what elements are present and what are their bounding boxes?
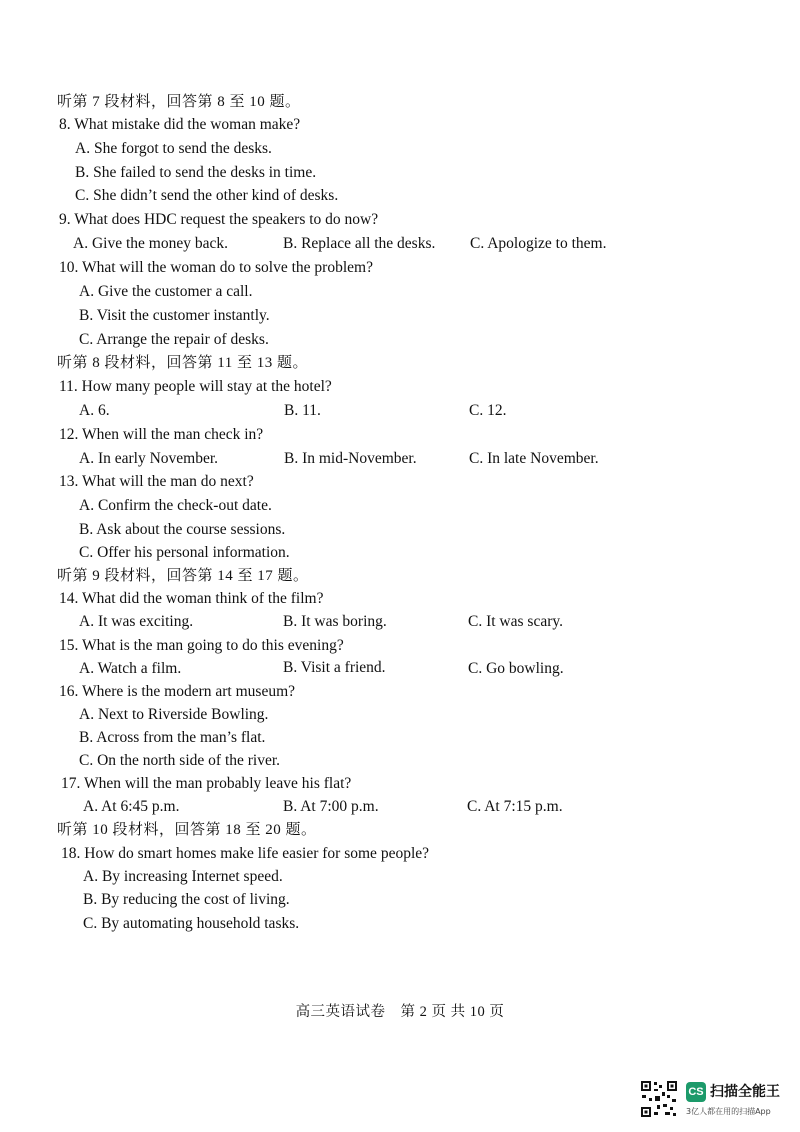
option: A. In early November.	[79, 450, 219, 467]
option: B. In mid-November.	[284, 450, 417, 467]
option: B. Visit the customer instantly.	[79, 307, 270, 324]
option: B. She failed to send the desks in time.	[75, 164, 317, 181]
option: B. By reducing the cost of living.	[83, 891, 290, 908]
option: B. 11.	[284, 402, 321, 419]
question-stem: 14. What did the woman think of the film?	[59, 590, 324, 607]
option: B. It was boring.	[283, 613, 387, 630]
option: B. Replace all the desks.	[283, 235, 436, 252]
option: C. In late November.	[469, 450, 599, 467]
option: B. At 7:00 p.m.	[283, 798, 379, 815]
question-stem: 15. What is the man going to do this evening?	[59, 637, 344, 654]
option: C. Apologize to them.	[470, 235, 607, 252]
option: C. Go bowling.	[468, 660, 564, 677]
option: C. 12.	[469, 402, 507, 419]
section-header: 听第 10 段材料，回答第 18 至 20 题。	[57, 822, 317, 838]
option: A. Confirm the check-out date.	[79, 497, 272, 514]
option: C. By automating household tasks.	[83, 915, 300, 932]
section-header: 听第 9 段材料，回答第 14 至 17 题。	[57, 568, 309, 584]
question-stem: 11. How many people will stay at the hotel?	[59, 378, 332, 395]
section-header: 听第 7 段材料，回答第 8 至 10 题。	[57, 94, 301, 110]
option: C. It was scary.	[468, 613, 563, 630]
question-stem: 17. When will the man probably leave his flat?	[61, 775, 352, 792]
option: A. Next to Riverside Bowling.	[79, 706, 269, 723]
option: B. Visit a friend.	[283, 659, 386, 676]
option: A. Give the money back.	[73, 235, 228, 252]
option: C. At 7:15 p.m.	[467, 798, 563, 815]
option: C. On the north side of the river.	[79, 752, 281, 769]
section-header: 听第 8 段材料，回答第 11 至 13 题。	[57, 355, 308, 371]
question-stem: 12. When will the man check in?	[59, 426, 264, 443]
option: A. At 6:45 p.m.	[83, 798, 180, 815]
question-stem: 8. What mistake did the woman make?	[59, 116, 301, 133]
option: B. Across from the man’s flat.	[79, 729, 266, 746]
qr-code-icon	[640, 1080, 678, 1118]
camscanner-tagline: 3亿人都在用的扫描App	[686, 1107, 771, 1116]
option: A. She forgot to send the desks.	[75, 140, 272, 157]
question-stem: 18. How do smart homes make life easier for some people?	[61, 845, 430, 862]
option: A. Give the customer a call.	[79, 283, 253, 300]
option: C. She didn’t send the other kind of desks.	[75, 187, 339, 204]
option: C. Offer his personal information.	[79, 544, 290, 561]
page-footer: 高三英语试卷 第 2 页 共 10 页	[295, 1004, 505, 1020]
option: A. It was exciting.	[79, 613, 194, 630]
option: C. Arrange the repair of desks.	[79, 331, 269, 348]
question-stem: 13. What will the man do next?	[59, 473, 254, 490]
option: B. Ask about the course sessions.	[79, 521, 286, 538]
question-stem: 10. What will the woman do to solve the problem?	[59, 259, 373, 276]
option: A. 6.	[79, 402, 110, 419]
question-stem: 16. Where is the modern art museum?	[59, 683, 296, 700]
camscanner-name: 扫描全能王	[710, 1084, 780, 1100]
camscanner-logo-icon: CS	[686, 1082, 706, 1102]
question-stem: 9. What does HDC request the speakers to do now?	[59, 211, 379, 228]
option: A. By increasing Internet speed.	[83, 868, 283, 885]
option: A. Watch a film.	[79, 660, 182, 677]
